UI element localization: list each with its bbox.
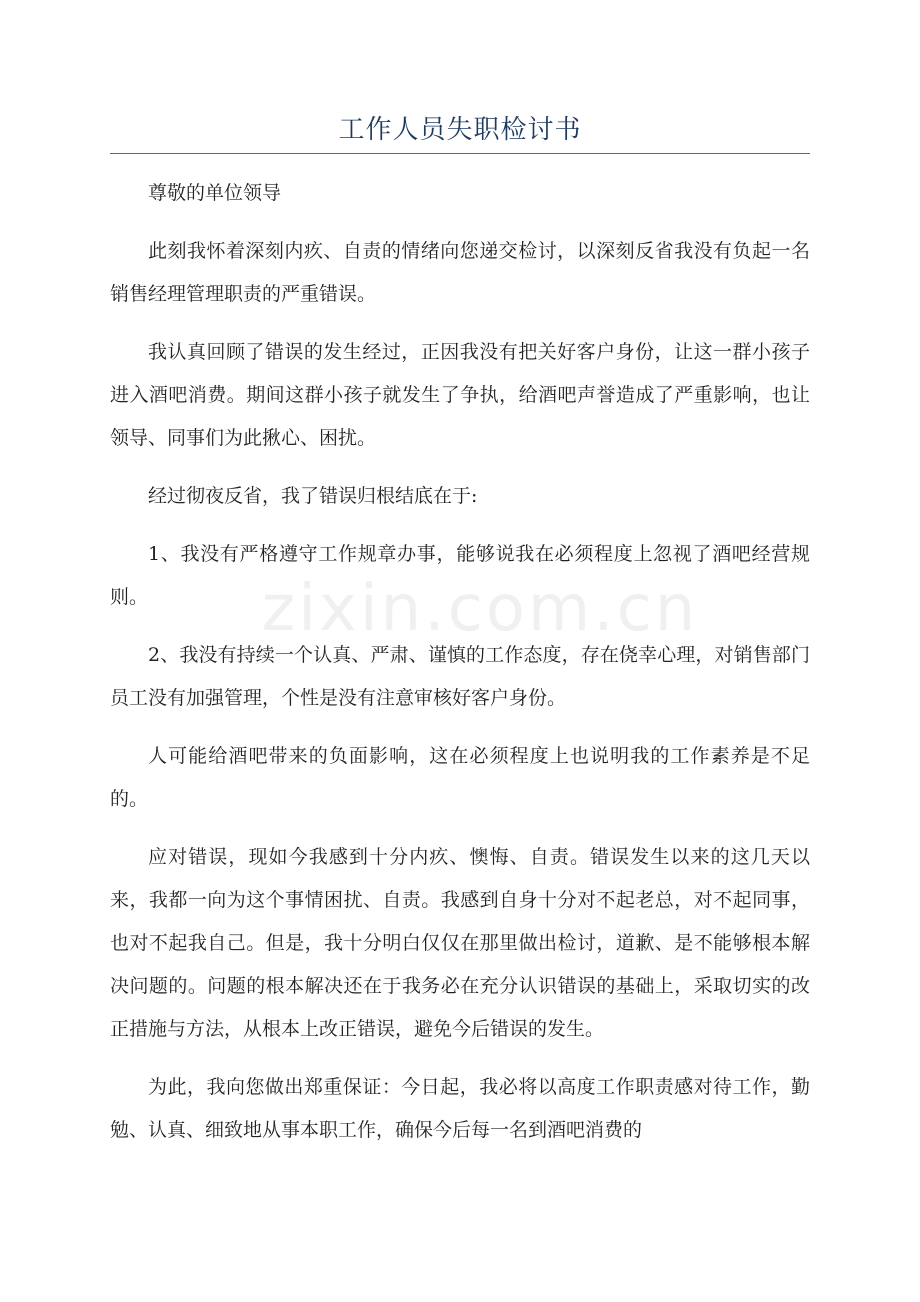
paragraph: 我认真回顾了错误的发生经过，正因我没有把关好客户身份，让这一群小孩子进入酒吧消费。期间这群小孩子就发生了争执，给酒吧声誉造成了严重影响，也让领导、同事们为此揪心、困扰。 <box>110 341 810 449</box>
paragraph: 为此，我向您做出郑重保证：今日起，我必将以高度工作职责感对待工作，勤勉、认真、细致地从事本职工作，确保今后每一名到酒吧消费的 <box>110 1076 810 1141</box>
paragraph: 应对错误，现如今我感到十分内疚、懊悔、自责。错误发生以来的这几天以来，我都一向为这个事情困扰、自责。我感到自身十分对不起老总，对不起同事，也对不起我自己。但是，我十分明白仅仅在那里做出检讨，道歉、是不能够根本解决问题的。问题的根本解决还在于我务必在充分认识错误的基础上，采取切实的改正措施与方法，从根本上改正错误，避免今后错误的发生。 <box>110 846 810 1040</box>
paragraph: 人可能给酒吧带来的负面影响，这在必须程度上也说明我的工作素养是不足的。 <box>110 745 810 810</box>
paragraph: 此刻我怀着深刻内疚、自责的情绪向您递交检讨，以深刻反省我没有负起一名销售经理管理职责的严重错误。 <box>110 240 810 305</box>
paragraph: 经过彻夜反省，我了错误归根结底在于: <box>148 485 478 507</box>
paragraph: 1、我没有严格遵守工作规章办事，能够说我在必须程度上忽视了酒吧经营规则。 <box>110 543 810 608</box>
paragraph: 2、我没有持续一个认真、严肃、谨慎的工作态度，存在侥幸心理，对销售部门员工没有加强管理，个性是没有注意审核好客户身份。 <box>110 644 810 709</box>
document-body <box>110 172 810 1167</box>
salutation: 尊敬的单位领导 <box>148 182 282 204</box>
document-title: 工作人员失职检讨书 <box>338 115 582 145</box>
title-underline <box>110 153 810 154</box>
watermark-text: zixin.com.cn <box>261 572 699 646</box>
